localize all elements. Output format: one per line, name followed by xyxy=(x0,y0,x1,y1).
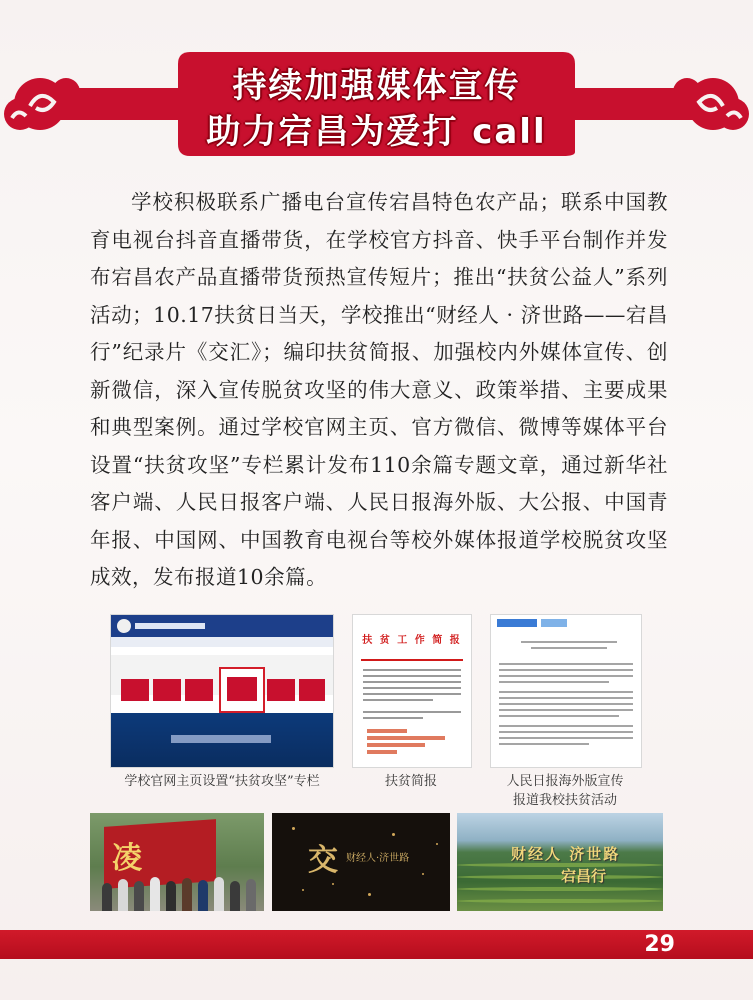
poverty-brief-image xyxy=(352,614,472,768)
page-number: 29 xyxy=(644,932,675,957)
landscape-overlay-text-2: 宕昌行 xyxy=(561,867,607,885)
website-screenshot-image xyxy=(110,614,334,768)
documentary-subtitle: 财经人·济世路 xyxy=(346,853,410,864)
body-paragraph: 学校积极联系广播电台宣传宕昌特色农产品；联系中国教育电视台抖音直播带货，在学校官方抖音、快手平台制作并发布宕昌农产品直播带货预热宣传短片；推出“扶贫公益人”系列活动；10.17扶贫日当天，学校推出“财经人 · 济世路——宕昌行”纪录片《交汇》；编印扶贫简报、加强校内外媒体宣传、创新微信，深入宣传脱贫攻坚的伟大意义、政策举措、主要成果和典型案例。通过学校官网主页、官方微信、微博等媒体平台设置“扶贫攻坚”专栏累计发布110余篇专题文章，通过新华社客户端、人民日报客户端、人民日报海外版、大公报、中国青年报、中国网、中国教育电视台等校外媒体报道学校脱贫攻坚成效，发布报道10余篇。 xyxy=(90,190,668,589)
newspaper-report-image xyxy=(490,614,642,768)
documentary-title-frame xyxy=(272,813,450,911)
newspaper-caption xyxy=(482,772,648,810)
page-title-line-1: 持续加强媒体宣传 xyxy=(232,66,521,106)
people-group-graphic xyxy=(98,875,258,911)
terraced-field-landscape xyxy=(457,813,663,911)
brief-caption: 扶贫简报 xyxy=(384,774,437,789)
documentary-big-glyph: 交 xyxy=(308,843,338,878)
website-caption: 学校官网主页设置“扶贫攻坚”专栏 xyxy=(124,774,320,789)
flag-glyph: 凌 xyxy=(112,841,142,876)
title-banner xyxy=(0,48,753,158)
group-photo-with-flag xyxy=(90,813,264,911)
highlighted-column-box xyxy=(219,667,265,713)
footer-bar xyxy=(0,930,753,959)
page-title-line-2: 助力宕昌为爱打 call xyxy=(206,112,547,152)
landscape-overlay-text-1: 财经人 济世路 xyxy=(511,845,621,863)
brief-doc-title: 扶 贫 工 作 简 报 xyxy=(362,635,462,646)
newspaper-caption-line-2: 报道我校扶贫活动 xyxy=(512,793,617,808)
newspaper-caption-line-1: 人民日报海外版宣传 xyxy=(506,774,624,789)
